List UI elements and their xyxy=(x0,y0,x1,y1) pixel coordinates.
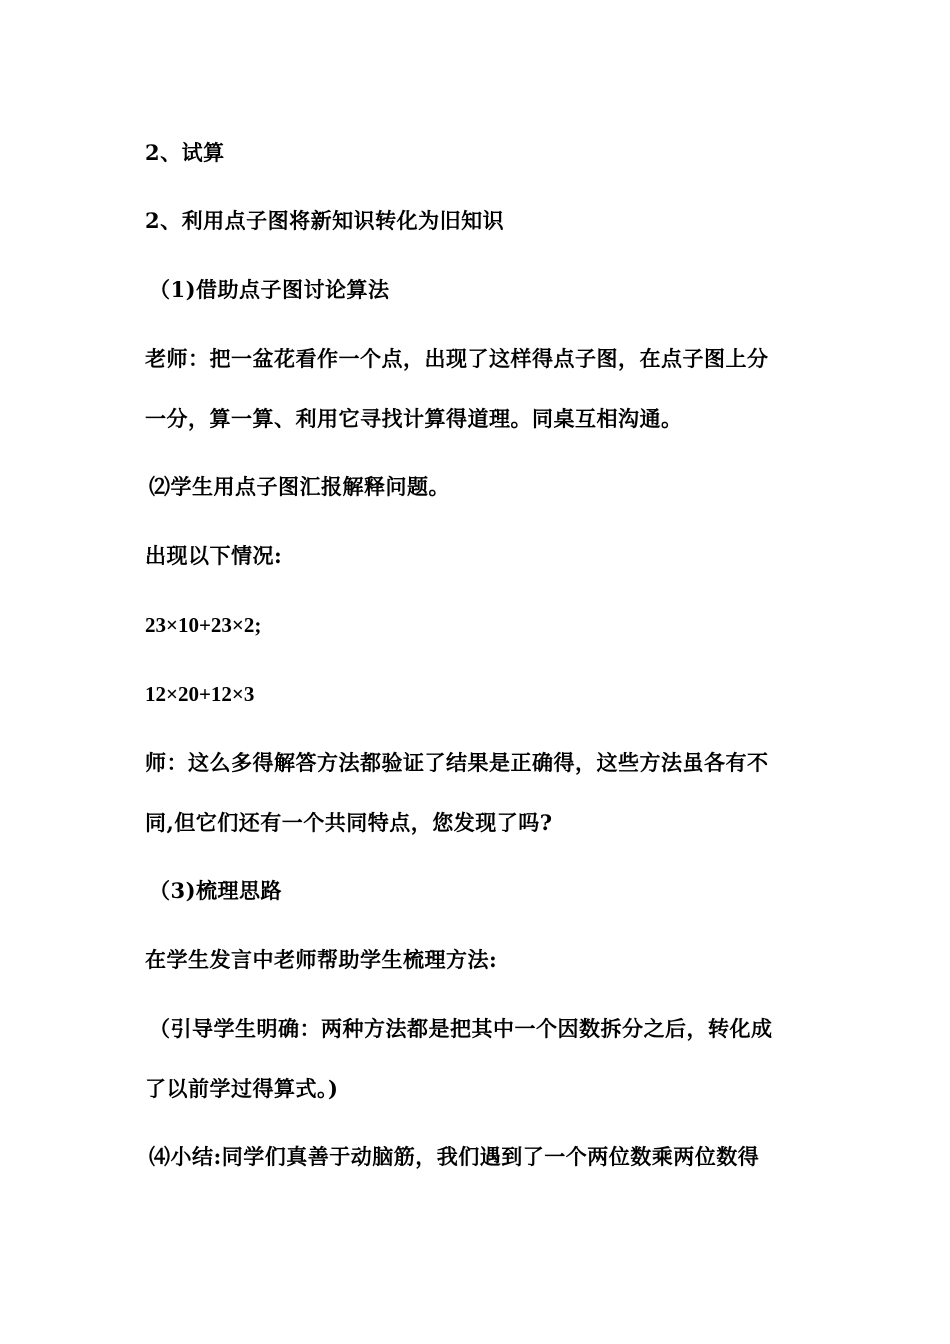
section-heading-trial-calculation: 2、试算 xyxy=(145,140,225,165)
teacher-question-line-1: 师：这么多得解答方法都验证了结果是正确得，这些方法虽各有不 xyxy=(145,750,769,775)
step-2-heading: ⑵学生用点子图汇报解释问题。 xyxy=(149,474,450,499)
section-heading-dot-diagram: 2、利用点子图将新知识转化为旧知识 xyxy=(145,208,505,233)
step-3-heading: （3)梳理思路 xyxy=(149,878,283,903)
equation-2: 12×20+12×3 xyxy=(145,682,255,706)
equation-1: 23×10+23×2; xyxy=(145,613,262,637)
step-4-summary: ⑷小结:同学们真善于动脑筋，我们遇到了一个两位数乘两位数得 xyxy=(149,1144,760,1169)
teacher-question-line-2: 同,但它们还有一个共同特点，您发现了吗? xyxy=(145,810,553,835)
teacher-instruction-line-2: 一分，算一算、利用它寻找计算得道理。同桌互相沟通。 xyxy=(145,406,683,431)
situations-intro: 出现以下情况: xyxy=(145,543,283,568)
teacher-guidance: 在学生发言中老师帮助学生梳理方法: xyxy=(145,947,498,972)
guidance-note-line-2: 了以前学过得算式。) xyxy=(145,1076,339,1101)
guidance-note-line-1: （引导学生明确：两种方法都是把其中一个因数拆分之后，转化成 xyxy=(149,1016,773,1041)
teacher-instruction-line-1: 老师：把一盆花看作一个点，出现了这样得点子图，在点子图上分 xyxy=(145,346,769,371)
step-1-heading: （1)借助点子图讨论算法 xyxy=(149,277,390,302)
